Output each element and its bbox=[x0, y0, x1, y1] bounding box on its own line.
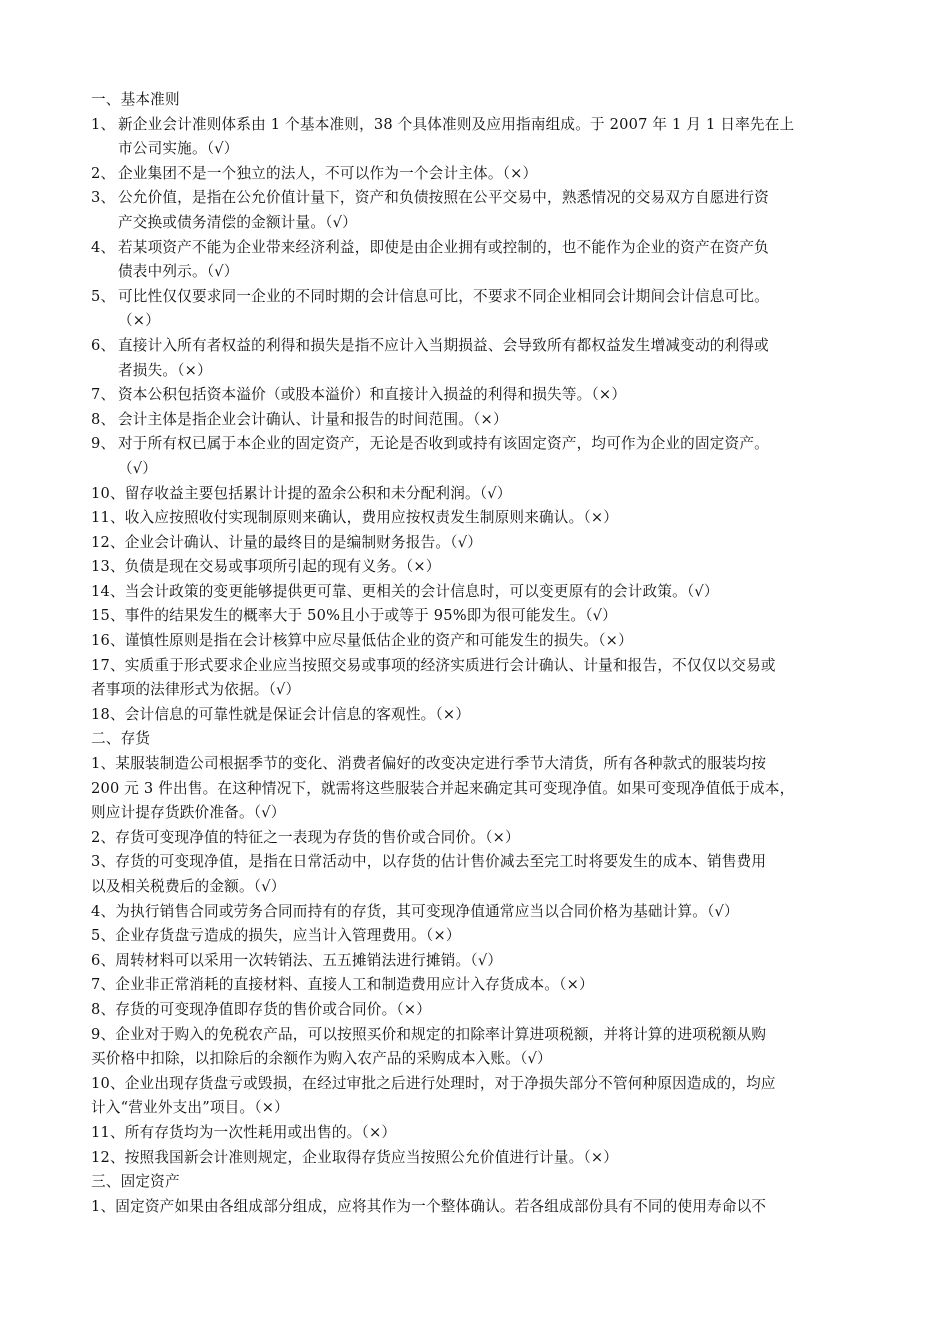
item-text-line: 直接计入所有者权益的利得和损失是指不应计入当期损益、会导致所有都权益发生增减变动的利得或 bbox=[118, 336, 769, 354]
list-item bbox=[91, 408, 870, 433]
item-number: 9、 bbox=[91, 435, 116, 453]
list-item bbox=[91, 506, 870, 531]
item-text-line: 14、当会计政策的变更能够提供更可靠、更相关的会计信息时，可以变更原有的会计政策。（√） bbox=[91, 582, 719, 600]
list-item bbox=[91, 998, 870, 1023]
item-text-line: 债表中列示。（√） bbox=[118, 263, 239, 281]
list-item bbox=[91, 629, 870, 654]
item-text-line: 对于所有权已属于本企业的固定资产，无论是否收到或持有该固定资产，均可作为企业的固定资产。 bbox=[118, 435, 769, 453]
item-text-line: 4、为执行销售合同或劳务合同而持有的存货，其可变现净值通常应当以合同价格为基础计算。（√） bbox=[91, 902, 739, 920]
item-text-line: 10、留存收益主要包括累计计提的盈余公积和未分配利润。（√） bbox=[91, 484, 512, 502]
item-text bbox=[118, 186, 870, 235]
item-text-line: 产交换或债务清偿的金额计量。（√） bbox=[118, 213, 357, 231]
item-text bbox=[118, 383, 870, 408]
item-text-line: 1、固定资产如果由各组成部分组成，应将其作为一个整体确认。若各组成部份具有不同的使用寿命以不 bbox=[91, 1197, 767, 1215]
item-text-line: 9、企业对于购入的免税农产品，可以按照买价和规定的扣除率计算进项税额，并将计算的进项税额从购 bbox=[91, 1025, 767, 1043]
section-heading: 一、基本准则 bbox=[91, 91, 180, 108]
item-number: 6、 bbox=[91, 336, 116, 354]
list-item bbox=[91, 900, 870, 925]
list-item bbox=[91, 604, 870, 629]
item-text-line: 以及相关税费后的金额。（√） bbox=[91, 878, 286, 895]
item-text-line: 资本公积包括资本溢价（或股本溢价）和直接计入损益的利得和损失等。（×） bbox=[118, 386, 627, 404]
item-text-line: （√） bbox=[118, 459, 158, 477]
item-text bbox=[118, 408, 870, 433]
item-text-line: 可比性仅仅要求同一企业的不同时期的会计信息可比，不要求不同企业相同会计期间会计信息可比。 bbox=[118, 287, 769, 305]
item-text-line: 者损失。（×） bbox=[118, 361, 212, 379]
item-text-line: 10、企业出现存货盘亏或毁损，在经过审批之后进行处理时，对于净损失部分不管何种原因造成的，均应 bbox=[91, 1074, 776, 1092]
item-text-line: 11、所有存货均为一次性耗用或出售的。（×） bbox=[91, 1123, 397, 1141]
item-text bbox=[118, 285, 870, 334]
list-item bbox=[91, 1146, 870, 1171]
list-item bbox=[91, 334, 870, 383]
list-item bbox=[91, 949, 870, 974]
item-text bbox=[118, 162, 870, 187]
item-text bbox=[118, 113, 870, 162]
section-heading: 二、存货 bbox=[91, 730, 151, 748]
item-text-line: 6、周转材料可以采用一次转销法、五五摊销法进行摊销。（√） bbox=[91, 951, 503, 969]
list-item bbox=[91, 432, 870, 481]
item-text-line: 买价格中扣除，以扣除后的余额作为购入农产品的采购成本入账。（√） bbox=[91, 1050, 552, 1068]
item-text-line: 16、谨慎性原则是指在会计核算中应尽量低估企业的资产和可能发生的损失。（×） bbox=[91, 632, 633, 650]
list-item bbox=[91, 850, 870, 899]
item-text-line: 5、企业存货盘亏造成的损失，应当计入管理费用。（×） bbox=[91, 927, 461, 945]
item-text-line: 12、企业会计确认、计量的最终目的是编制财务报告。（√） bbox=[91, 533, 483, 551]
item-text-line: 11、收入应按照收付实现制原则来确认，费用应按权责发生制原则来确认。（×） bbox=[91, 509, 619, 527]
item-text-line: 会计主体是指企业会计确认、计量和报告的时间范围。（×） bbox=[118, 410, 508, 428]
document-body bbox=[91, 88, 870, 1219]
item-text-line: 13、负债是现在交易或事项所引起的现有义务。（×） bbox=[91, 558, 441, 576]
list-item bbox=[91, 1023, 870, 1072]
section-heading: 三、固定资产 bbox=[91, 1173, 180, 1191]
item-number: 2、 bbox=[91, 164, 116, 182]
list-item bbox=[91, 1195, 870, 1220]
item-text-line: 3、存货的可变现净值，是指在日常活动中，以存货的估计售价减去至完工时将要发生的成本、销售费用 bbox=[91, 853, 767, 871]
item-text bbox=[118, 236, 870, 285]
item-text-line: 8、存货的可变现净值即存货的售价或合同价。（×） bbox=[91, 1000, 432, 1018]
item-text-line: 若某项资产不能为企业带来经济利益，即使是由企业拥有或控制的，也不能作为企业的资产在资产负 bbox=[118, 238, 769, 256]
item-text-line: 18、会计信息的可靠性就是保证会计信息的客观性。（×） bbox=[91, 705, 471, 723]
item-number: 7、 bbox=[91, 386, 116, 404]
list-item bbox=[91, 1072, 870, 1121]
list-item bbox=[91, 113, 870, 162]
item-text-line: 2、存货可变现净值的特征之一表现为存货的售价或合同价。（×） bbox=[91, 828, 520, 846]
item-text-line: 15、事件的结果发生的概率大于 50%且小于或等于 95%即为很可能发生。（√） bbox=[91, 607, 617, 625]
item-text-line: 者事项的法律形式为依据。（√） bbox=[91, 681, 301, 699]
item-text bbox=[118, 432, 870, 481]
item-text-line: 公允价值，是指在公允价值计量下，资产和负债按照在公平交易中，熟悉情况的交易双方自愿进行资 bbox=[118, 189, 769, 207]
item-text-line: 新企业会计准则体系由 1 个基本准则，38 个具体准则及应用指南组成。于 2007 年 1 月 1 日率先在上 bbox=[118, 115, 795, 133]
list-item bbox=[91, 826, 870, 851]
item-number: 3、 bbox=[91, 189, 116, 207]
item-text-line: 7、企业非正常消耗的直接材料、直接人工和制造费用应计入存货成本。（×） bbox=[91, 976, 594, 994]
list-item bbox=[91, 580, 870, 605]
item-text-line: 200 元 3 件出售。在这种情况下，就需将这些服装合并起来确定其可变现净值。如果可变现净值低于成本， bbox=[91, 779, 795, 797]
item-text-line: 计入“营业外支出”项目。（×） bbox=[91, 1099, 289, 1117]
list-item bbox=[91, 162, 870, 187]
list-item bbox=[91, 285, 870, 334]
item-text bbox=[118, 334, 870, 383]
list-item bbox=[91, 555, 870, 580]
item-text-line: 12、按照我国新会计准则规定，企业取得存货应当按照公允价值进行计量。（×） bbox=[91, 1148, 619, 1166]
list-item bbox=[91, 973, 870, 998]
list-item bbox=[91, 236, 870, 285]
item-text-line: 市公司实施。（√） bbox=[118, 140, 239, 158]
item-text-line: （×） bbox=[118, 312, 161, 330]
item-text-line: 企业集团不是一个独立的法人，不可以作为一个会计主体。（×） bbox=[118, 164, 538, 182]
list-item bbox=[91, 383, 870, 408]
list-item bbox=[91, 654, 870, 703]
item-number: 8、 bbox=[91, 410, 116, 428]
list-item bbox=[91, 752, 870, 826]
list-item bbox=[91, 531, 870, 556]
item-number: 4、 bbox=[91, 238, 116, 256]
item-text-line: 1、某服装制造公司根据季节的变化、消费者偏好的改变决定进行季节大清货，所有各种款式的服装均按 bbox=[91, 755, 767, 773]
list-item bbox=[91, 1121, 870, 1146]
item-number: 5、 bbox=[91, 287, 116, 305]
item-text-line: 则应计提存货跌价准备。（√） bbox=[91, 804, 286, 822]
item-number: 1、 bbox=[91, 115, 116, 133]
list-item bbox=[91, 703, 870, 728]
list-item bbox=[91, 186, 870, 235]
list-item bbox=[91, 482, 870, 507]
list-item bbox=[91, 924, 870, 949]
item-text-line: 17、实质重于形式要求企业应当按照交易或事项的经济实质进行会计确认、计量和报告，不仅仅以交易或 bbox=[91, 656, 776, 674]
